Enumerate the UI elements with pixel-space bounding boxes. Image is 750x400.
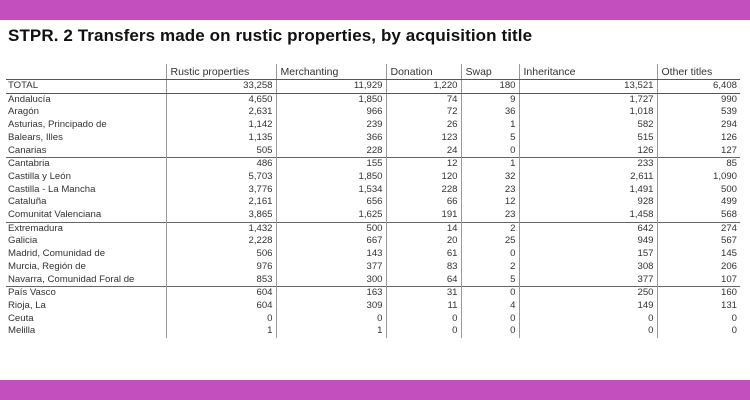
cell-value: 928 [519,196,657,209]
cell-value: 120 [386,171,461,184]
cell-value: 13,521 [519,80,657,94]
cell-value: 3,865 [166,209,276,222]
row-label: Madrid, Comunidad de [8,248,106,260]
cell-value: 366 [276,132,386,145]
cell-value: 1 [461,119,519,132]
column-header: Rustic properties [166,64,276,80]
table-row [6,287,740,300]
cell-value: 0 [386,313,461,326]
cell-value: 949 [519,235,657,248]
cell-value: 25 [461,235,519,248]
cell-value: 20 [386,235,461,248]
cell-value: 1,220 [386,80,461,94]
row-label: Murcia, Región de [8,260,86,272]
cell-value: 2 [461,261,519,274]
table-body [6,80,740,339]
cell-value: 233 [519,158,657,171]
cell-value: 191 [386,209,461,222]
row-label: TOTAL [6,80,166,94]
cell-value: 604 [166,300,276,313]
cell-value: 12 [461,196,519,209]
row-label: País Vasco [6,287,166,300]
cell-value: 11 [386,300,461,313]
total-row [6,80,740,94]
cell-value: 36 [461,106,519,119]
cell-value: 143 [276,248,386,261]
document-page [0,20,750,380]
cell-value: 61 [386,248,461,261]
cell-value: 1,625 [276,209,386,222]
cell-value: 500 [276,222,386,235]
cell-value: 107 [657,274,740,287]
cell-value: 23 [461,209,519,222]
table-row [6,248,740,261]
cell-value: 126 [519,145,657,158]
cell-value: 157 [519,248,657,261]
row-label: Castilla - La Mancha [8,183,96,195]
cell-value: 1,491 [519,184,657,197]
column-header: Inheritance [519,64,657,80]
cell-value: 0 [657,313,740,326]
cell-value: 1 [461,158,519,171]
cell-value: 33,258 [166,80,276,94]
table-row [6,158,740,171]
row-label: Cantabria [6,158,166,171]
cell-value: 180 [461,80,519,94]
cell-value: 667 [276,235,386,248]
cell-value: 160 [657,287,740,300]
cell-value: 1,534 [276,184,386,197]
cell-value: 1 [166,325,276,338]
table-row [6,235,740,248]
cell-value: 300 [276,274,386,287]
cell-value: 0 [519,325,657,338]
table-row [6,145,740,158]
row-label: Balears, Illes [8,131,63,143]
table-row [6,300,740,313]
row-label: Comunitat Valenciana [8,209,102,221]
cell-value: 123 [386,132,461,145]
cell-value: 604 [166,287,276,300]
row-label: Andalucía [8,93,51,105]
cell-value: 0 [657,325,740,338]
table-row [6,209,740,222]
table-row [6,222,740,235]
row-label: Melilla [8,325,36,337]
column-header-region [6,64,166,80]
row-label: Castilla y León [8,170,71,182]
cell-value: 0 [386,325,461,338]
transfers-table [6,64,740,338]
cell-value: 567 [657,235,740,248]
cell-value: 0 [519,313,657,326]
cell-value: 1,850 [276,171,386,184]
cell-value: 853 [166,274,276,287]
table-row [6,196,740,209]
cell-value: 250 [519,287,657,300]
cell-value: 0 [461,287,519,300]
cell-value: 1,090 [657,171,740,184]
cell-value: 308 [519,261,657,274]
table-row [6,313,740,326]
cell-value: 966 [276,106,386,119]
cell-value: 163 [276,287,386,300]
cell-value: 2,631 [166,106,276,119]
cell-value: 228 [276,145,386,158]
cell-value: 6,408 [657,80,740,94]
row-label: Canarias [8,144,47,156]
row-label: Cataluña [8,196,47,208]
cell-value: 4,650 [166,93,276,106]
table-row [6,132,740,145]
column-header: Swap [461,64,519,80]
cell-value: 539 [657,106,740,119]
cell-value: 131 [657,300,740,313]
cell-value: 9 [461,93,519,106]
cell-value: 0 [276,313,386,326]
cell-value: 5 [461,132,519,145]
cell-value: 155 [276,158,386,171]
cell-value: 642 [519,222,657,235]
cell-value: 377 [276,261,386,274]
cell-value: 11,929 [276,80,386,94]
table-row [6,106,740,119]
cell-value: 656 [276,196,386,209]
table-row [6,325,740,338]
column-header: Merchanting [276,64,386,80]
row-label: Navarra, Comunidad Foral de [8,273,135,285]
cell-value: 505 [166,145,276,158]
row-label: Galicia [8,235,38,247]
cell-value: 23 [461,184,519,197]
cell-value: 64 [386,274,461,287]
cell-value: 85 [657,158,740,171]
cell-value: 74 [386,93,461,106]
cell-value: 486 [166,158,276,171]
cell-value: 5 [461,274,519,287]
cell-value: 127 [657,145,740,158]
cell-value: 66 [386,196,461,209]
table-row [6,184,740,197]
cell-value: 1,850 [276,93,386,106]
table-row [6,119,740,132]
cell-value: 500 [657,184,740,197]
cell-value: 126 [657,132,740,145]
cell-value: 3,776 [166,184,276,197]
cell-value: 1,142 [166,119,276,132]
cell-value: 294 [657,119,740,132]
cell-value: 568 [657,209,740,222]
cell-value: 1,727 [519,93,657,106]
cell-value: 499 [657,196,740,209]
cell-value: 206 [657,261,740,274]
cell-value: 1 [276,325,386,338]
cell-value: 0 [461,145,519,158]
cell-value: 1,432 [166,222,276,235]
table-header-row [6,64,740,80]
row-label: Aragón [8,106,39,118]
row-label: Extremadura [6,222,166,235]
cell-value: 26 [386,119,461,132]
cell-value: 12 [386,158,461,171]
row-label: Ceuta [8,312,34,324]
cell-value: 149 [519,300,657,313]
row-label: Asturias, Principado de [8,119,107,131]
table-row [6,261,740,274]
cell-value: 239 [276,119,386,132]
cell-value: 2,161 [166,196,276,209]
table-row [6,93,740,106]
cell-value: 582 [519,119,657,132]
cell-value: 2,611 [519,171,657,184]
cell-value: 83 [386,261,461,274]
cell-value: 145 [657,248,740,261]
row-label: Rioja, La [8,299,46,311]
cell-value: 72 [386,106,461,119]
cell-value: 0 [461,248,519,261]
cell-value: 515 [519,132,657,145]
table-row [6,274,740,287]
cell-value: 976 [166,261,276,274]
cell-value: 0 [461,313,519,326]
cell-value: 2,228 [166,235,276,248]
cell-value: 274 [657,222,740,235]
cell-value: 990 [657,93,740,106]
cell-value: 5,703 [166,171,276,184]
cell-value: 2 [461,222,519,235]
table-row [6,171,740,184]
cell-value: 31 [386,287,461,300]
column-header: Donation [386,64,461,80]
column-header: Other titles [657,64,740,80]
cell-value: 0 [166,313,276,326]
cell-value: 24 [386,145,461,158]
cell-value: 228 [386,184,461,197]
cell-value: 309 [276,300,386,313]
cell-value: 377 [519,274,657,287]
cell-value: 1,458 [519,209,657,222]
cell-value: 1,018 [519,106,657,119]
cell-value: 506 [166,248,276,261]
page-title: STPR. 2 Transfers made on rustic properties, by acquisition title [8,26,533,45]
cell-value: 0 [461,325,519,338]
cell-value: 1,135 [166,132,276,145]
cell-value: 14 [386,222,461,235]
cell-value: 32 [461,171,519,184]
cell-value: 4 [461,300,519,313]
